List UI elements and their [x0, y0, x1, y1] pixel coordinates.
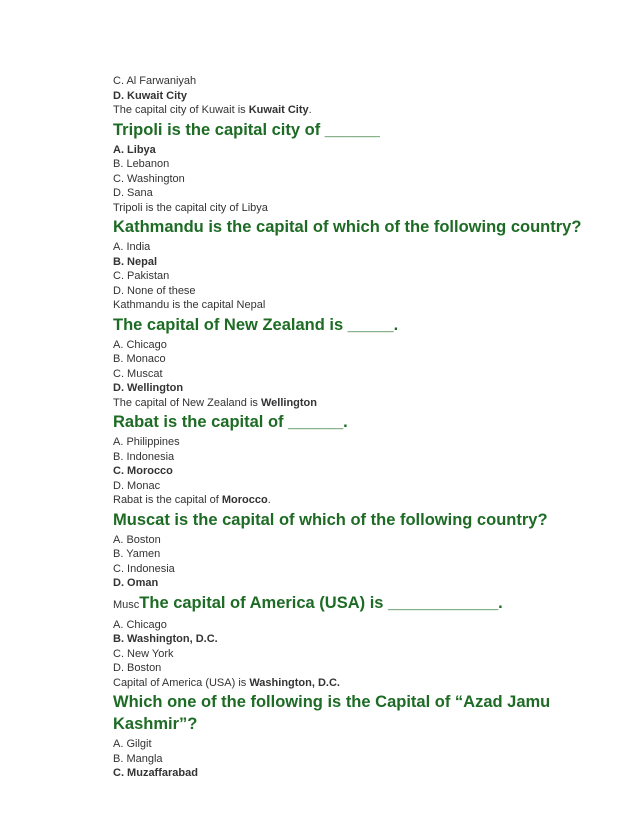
explanation-line [113, 396, 593, 411]
option-line: A. India [113, 241, 151, 253]
option-line: B. Monaco [113, 353, 166, 365]
quiz-content [113, 74, 593, 781]
question-title: Tripoli is the capital city of ______ [113, 120, 380, 139]
correct-option-line: D. Oman [113, 577, 159, 589]
question-title: The capital of America (USA) is ____________. [139, 593, 503, 612]
explanation-answer: Kuwait City [248, 104, 309, 116]
option-line: A. Chicago [113, 618, 167, 631]
explanation-answer: Morocco [221, 494, 268, 506]
explanation-suffix: . [308, 104, 312, 116]
explanation-answer: Washington, D.C. [249, 676, 340, 689]
option-line: D. None of these [113, 284, 196, 297]
correct-option-line: B. Washington, D.C. [113, 633, 218, 645]
correct-option-line: D. Kuwait City [113, 89, 187, 102]
explanation-text: The capital city of Kuwait is [113, 104, 249, 116]
option-line: D. Boston [113, 662, 162, 674]
question-title: The capital of New Zealand is _____. [113, 315, 399, 334]
question-title: Which one of the following is the Capital of “Azad Jamu Kashmir”? [113, 693, 551, 733]
question-heading [113, 119, 593, 141]
question-title: Rabat is the capital of ______. [113, 413, 348, 431]
explanation-answer: Wellington [260, 396, 317, 409]
option-line: C. Al Farwaniyah [113, 75, 197, 87]
correct-option-line: A. Libya [113, 143, 156, 156]
option-line: C. Indonesia [113, 562, 175, 575]
explanation-suffix: . [267, 494, 271, 506]
explanation-line [113, 493, 593, 508]
question-title: Kathmandu is the capital of which of the following country? [113, 218, 582, 236]
truncated-text: Musc [113, 598, 140, 611]
option-line: B. Indonesia [113, 450, 175, 463]
question-heading [113, 509, 593, 531]
question-heading [113, 216, 593, 238]
option-line: C. Pakistan [113, 270, 170, 282]
correct-option-line: B. Nepal [113, 255, 158, 268]
option-line: B. Yamen [113, 548, 161, 560]
explanation-text: The capital of New Zealand is [113, 396, 261, 409]
question-heading [113, 592, 593, 616]
option-line: D. Sana [113, 187, 153, 199]
option-line: C. Muscat [113, 367, 163, 380]
question-heading [113, 411, 593, 433]
question-title: Muscat is the capital of which of the following country? [113, 510, 548, 529]
explanation-text: Capital of America (USA) is [113, 676, 250, 689]
explanation-line [113, 201, 593, 216]
option-line: B. Mangla [113, 752, 163, 765]
option-line: A. Gilgit [113, 738, 152, 750]
explanation-line [113, 298, 593, 313]
option-line: A. Boston [113, 533, 161, 546]
option-line: B. Lebanon [113, 158, 170, 170]
correct-option-line: C. Muzaffarabad [113, 767, 198, 779]
option-line: A. Philippines [113, 436, 180, 448]
explanation-line [113, 676, 593, 691]
question-heading [113, 314, 593, 336]
correct-option-line: C. Morocco [113, 465, 173, 477]
explanation-text: Kathmandu is the capital Nepal [113, 299, 266, 311]
option-line: A. Chicago [113, 338, 167, 351]
explanation-text: Tripoli is the capital city of Libya [113, 201, 268, 214]
explanation-text: Rabat is the capital of [113, 494, 222, 506]
option-line: D. Monac [113, 479, 161, 492]
explanation-line [113, 103, 593, 118]
option-line: C. Washington [113, 172, 185, 185]
correct-option-line: D. Wellington [113, 382, 184, 394]
option-line: C. New York [113, 647, 174, 660]
question-heading [113, 691, 593, 735]
